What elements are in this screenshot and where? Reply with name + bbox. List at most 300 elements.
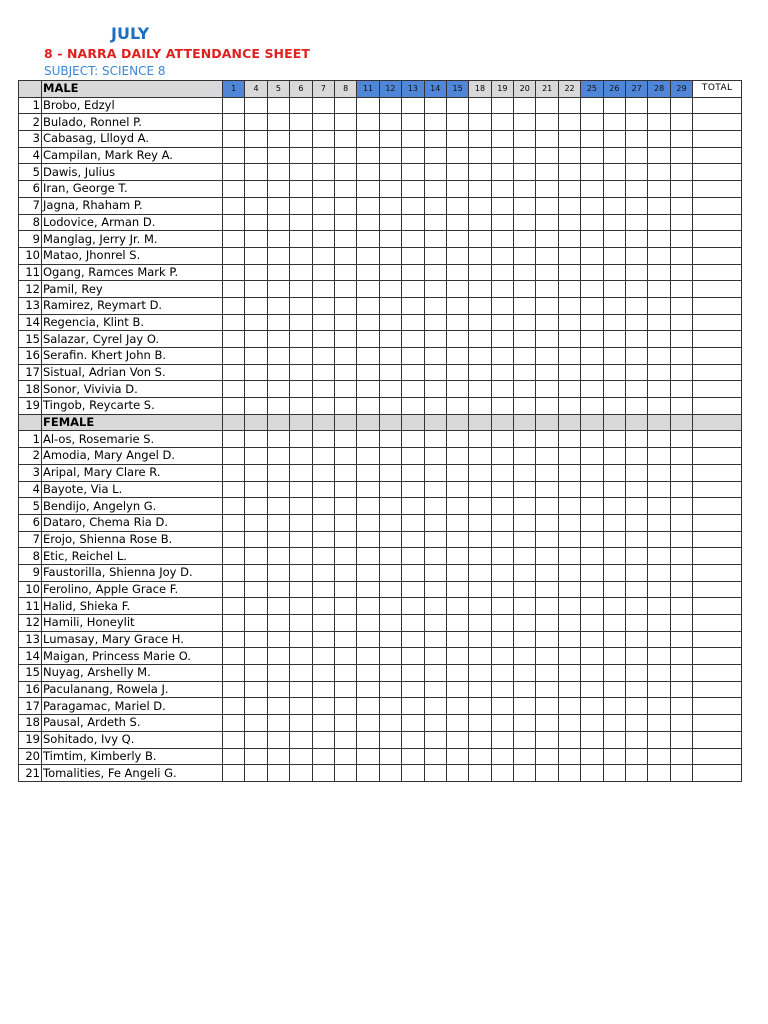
attendance-cell[interactable] bbox=[245, 147, 267, 164]
attendance-cell[interactable] bbox=[514, 698, 536, 715]
attendance-cell[interactable] bbox=[379, 731, 401, 748]
attendance-cell[interactable] bbox=[424, 581, 446, 598]
attendance-cell[interactable] bbox=[558, 264, 580, 281]
attendance-cell[interactable] bbox=[267, 448, 289, 465]
attendance-cell[interactable] bbox=[334, 247, 356, 264]
attendance-cell[interactable] bbox=[223, 731, 245, 748]
attendance-cell[interactable] bbox=[357, 147, 379, 164]
attendance-cell[interactable] bbox=[312, 247, 334, 264]
attendance-cell[interactable] bbox=[603, 464, 625, 481]
attendance-cell[interactable] bbox=[402, 147, 424, 164]
attendance-cell[interactable] bbox=[245, 715, 267, 732]
attendance-cell[interactable] bbox=[290, 615, 312, 632]
attendance-cell[interactable] bbox=[334, 531, 356, 548]
attendance-cell[interactable] bbox=[469, 765, 491, 782]
attendance-cell[interactable] bbox=[402, 114, 424, 131]
attendance-cell[interactable] bbox=[648, 548, 670, 565]
attendance-cell[interactable] bbox=[357, 765, 379, 782]
attendance-cell[interactable] bbox=[402, 631, 424, 648]
attendance-cell[interactable] bbox=[402, 364, 424, 381]
attendance-cell[interactable] bbox=[603, 164, 625, 181]
attendance-cell[interactable] bbox=[648, 464, 670, 481]
attendance-cell[interactable] bbox=[379, 448, 401, 465]
attendance-cell[interactable] bbox=[558, 131, 580, 148]
attendance-cell[interactable] bbox=[536, 297, 558, 314]
attendance-cell[interactable] bbox=[581, 598, 603, 615]
attendance-cell[interactable] bbox=[514, 464, 536, 481]
attendance-cell[interactable] bbox=[424, 615, 446, 632]
attendance-cell[interactable] bbox=[581, 247, 603, 264]
attendance-cell[interactable] bbox=[424, 531, 446, 548]
attendance-cell[interactable] bbox=[290, 97, 312, 114]
attendance-cell[interactable] bbox=[379, 431, 401, 448]
attendance-cell[interactable] bbox=[267, 281, 289, 298]
attendance-cell[interactable] bbox=[245, 665, 267, 682]
attendance-cell[interactable] bbox=[514, 197, 536, 214]
attendance-cell[interactable] bbox=[402, 514, 424, 531]
attendance-cell[interactable] bbox=[290, 314, 312, 331]
attendance-cell[interactable] bbox=[536, 698, 558, 715]
attendance-cell[interactable] bbox=[648, 731, 670, 748]
attendance-cell[interactable] bbox=[558, 598, 580, 615]
attendance-cell[interactable] bbox=[670, 615, 692, 632]
attendance-cell[interactable] bbox=[491, 381, 513, 398]
attendance-cell[interactable] bbox=[312, 197, 334, 214]
attendance-cell[interactable] bbox=[581, 514, 603, 531]
attendance-cell[interactable] bbox=[648, 615, 670, 632]
attendance-cell[interactable] bbox=[223, 331, 245, 348]
attendance-cell[interactable] bbox=[334, 548, 356, 565]
attendance-cell[interactable] bbox=[446, 197, 468, 214]
attendance-cell[interactable] bbox=[603, 564, 625, 581]
attendance-cell[interactable] bbox=[536, 464, 558, 481]
attendance-cell[interactable] bbox=[469, 314, 491, 331]
attendance-cell[interactable] bbox=[648, 698, 670, 715]
attendance-cell[interactable] bbox=[648, 481, 670, 498]
total-cell[interactable] bbox=[693, 197, 742, 214]
attendance-cell[interactable] bbox=[626, 665, 648, 682]
attendance-cell[interactable] bbox=[446, 765, 468, 782]
attendance-cell[interactable] bbox=[223, 348, 245, 365]
attendance-cell[interactable] bbox=[469, 247, 491, 264]
attendance-cell[interactable] bbox=[469, 164, 491, 181]
total-cell[interactable] bbox=[693, 498, 742, 515]
attendance-cell[interactable] bbox=[514, 364, 536, 381]
attendance-cell[interactable] bbox=[334, 97, 356, 114]
attendance-cell[interactable] bbox=[312, 498, 334, 515]
attendance-cell[interactable] bbox=[290, 364, 312, 381]
attendance-cell[interactable] bbox=[536, 564, 558, 581]
attendance-cell[interactable] bbox=[334, 398, 356, 415]
attendance-cell[interactable] bbox=[334, 448, 356, 465]
attendance-cell[interactable] bbox=[312, 348, 334, 365]
attendance-cell[interactable] bbox=[558, 498, 580, 515]
attendance-cell[interactable] bbox=[446, 131, 468, 148]
attendance-cell[interactable] bbox=[402, 698, 424, 715]
attendance-cell[interactable] bbox=[558, 364, 580, 381]
attendance-cell[interactable] bbox=[469, 715, 491, 732]
attendance-cell[interactable] bbox=[267, 498, 289, 515]
attendance-cell[interactable] bbox=[402, 297, 424, 314]
attendance-cell[interactable] bbox=[267, 698, 289, 715]
total-cell[interactable] bbox=[693, 681, 742, 698]
attendance-cell[interactable] bbox=[290, 131, 312, 148]
attendance-cell[interactable] bbox=[290, 431, 312, 448]
attendance-cell[interactable] bbox=[312, 698, 334, 715]
attendance-cell[interactable] bbox=[536, 114, 558, 131]
attendance-cell[interactable] bbox=[558, 564, 580, 581]
attendance-cell[interactable] bbox=[514, 448, 536, 465]
attendance-cell[interactable] bbox=[648, 381, 670, 398]
attendance-cell[interactable] bbox=[223, 715, 245, 732]
attendance-cell[interactable] bbox=[626, 314, 648, 331]
attendance-cell[interactable] bbox=[334, 231, 356, 248]
attendance-cell[interactable] bbox=[446, 181, 468, 198]
attendance-cell[interactable] bbox=[670, 114, 692, 131]
attendance-cell[interactable] bbox=[536, 431, 558, 448]
attendance-cell[interactable] bbox=[402, 381, 424, 398]
attendance-cell[interactable] bbox=[446, 231, 468, 248]
attendance-cell[interactable] bbox=[558, 681, 580, 698]
total-cell[interactable] bbox=[693, 548, 742, 565]
attendance-cell[interactable] bbox=[379, 381, 401, 398]
attendance-cell[interactable] bbox=[290, 398, 312, 415]
attendance-cell[interactable] bbox=[223, 598, 245, 615]
attendance-cell[interactable] bbox=[223, 631, 245, 648]
attendance-cell[interactable] bbox=[334, 715, 356, 732]
attendance-cell[interactable] bbox=[603, 398, 625, 415]
attendance-cell[interactable] bbox=[536, 748, 558, 765]
attendance-cell[interactable] bbox=[446, 631, 468, 648]
attendance-cell[interactable] bbox=[334, 381, 356, 398]
attendance-cell[interactable] bbox=[536, 681, 558, 698]
attendance-cell[interactable] bbox=[648, 598, 670, 615]
attendance-cell[interactable] bbox=[558, 348, 580, 365]
attendance-cell[interactable] bbox=[648, 715, 670, 732]
attendance-cell[interactable] bbox=[491, 97, 513, 114]
attendance-cell[interactable] bbox=[648, 314, 670, 331]
attendance-cell[interactable] bbox=[290, 331, 312, 348]
attendance-cell[interactable] bbox=[290, 698, 312, 715]
attendance-cell[interactable] bbox=[379, 481, 401, 498]
attendance-cell[interactable] bbox=[469, 731, 491, 748]
total-cell[interactable] bbox=[693, 164, 742, 181]
attendance-cell[interactable] bbox=[514, 514, 536, 531]
attendance-cell[interactable] bbox=[536, 665, 558, 682]
attendance-cell[interactable] bbox=[446, 715, 468, 732]
attendance-cell[interactable] bbox=[558, 314, 580, 331]
attendance-cell[interactable] bbox=[514, 231, 536, 248]
total-cell[interactable] bbox=[693, 631, 742, 648]
attendance-cell[interactable] bbox=[402, 665, 424, 682]
attendance-cell[interactable] bbox=[446, 281, 468, 298]
total-cell[interactable] bbox=[693, 564, 742, 581]
attendance-cell[interactable] bbox=[581, 498, 603, 515]
attendance-cell[interactable] bbox=[446, 97, 468, 114]
attendance-cell[interactable] bbox=[424, 498, 446, 515]
attendance-cell[interactable] bbox=[290, 481, 312, 498]
attendance-cell[interactable] bbox=[357, 264, 379, 281]
attendance-cell[interactable] bbox=[357, 598, 379, 615]
attendance-cell[interactable] bbox=[446, 364, 468, 381]
attendance-cell[interactable] bbox=[514, 481, 536, 498]
attendance-cell[interactable] bbox=[312, 214, 334, 231]
attendance-cell[interactable] bbox=[581, 97, 603, 114]
attendance-cell[interactable] bbox=[312, 731, 334, 748]
attendance-cell[interactable] bbox=[626, 264, 648, 281]
attendance-cell[interactable] bbox=[626, 214, 648, 231]
attendance-cell[interactable] bbox=[491, 464, 513, 481]
attendance-cell[interactable] bbox=[334, 765, 356, 782]
attendance-cell[interactable] bbox=[402, 498, 424, 515]
attendance-cell[interactable] bbox=[469, 531, 491, 548]
attendance-cell[interactable] bbox=[446, 247, 468, 264]
attendance-cell[interactable] bbox=[379, 281, 401, 298]
attendance-cell[interactable] bbox=[670, 498, 692, 515]
attendance-cell[interactable] bbox=[446, 297, 468, 314]
attendance-cell[interactable] bbox=[245, 615, 267, 632]
attendance-cell[interactable] bbox=[514, 531, 536, 548]
attendance-cell[interactable] bbox=[290, 164, 312, 181]
attendance-cell[interactable] bbox=[245, 164, 267, 181]
attendance-cell[interactable] bbox=[514, 281, 536, 298]
attendance-cell[interactable] bbox=[491, 598, 513, 615]
attendance-cell[interactable] bbox=[491, 147, 513, 164]
attendance-cell[interactable] bbox=[514, 181, 536, 198]
attendance-cell[interactable] bbox=[223, 247, 245, 264]
attendance-cell[interactable] bbox=[491, 264, 513, 281]
attendance-cell[interactable] bbox=[424, 431, 446, 448]
attendance-cell[interactable] bbox=[558, 665, 580, 682]
attendance-cell[interactable] bbox=[536, 715, 558, 732]
attendance-cell[interactable] bbox=[558, 114, 580, 131]
total-cell[interactable] bbox=[693, 264, 742, 281]
attendance-cell[interactable] bbox=[514, 264, 536, 281]
attendance-cell[interactable] bbox=[626, 448, 648, 465]
attendance-cell[interactable] bbox=[514, 581, 536, 598]
attendance-cell[interactable] bbox=[379, 464, 401, 481]
attendance-cell[interactable] bbox=[402, 548, 424, 565]
attendance-cell[interactable] bbox=[469, 131, 491, 148]
attendance-cell[interactable] bbox=[491, 231, 513, 248]
attendance-cell[interactable] bbox=[267, 715, 289, 732]
attendance-cell[interactable] bbox=[402, 564, 424, 581]
attendance-cell[interactable] bbox=[290, 748, 312, 765]
attendance-cell[interactable] bbox=[312, 364, 334, 381]
attendance-cell[interactable] bbox=[379, 548, 401, 565]
attendance-cell[interactable] bbox=[357, 164, 379, 181]
attendance-cell[interactable] bbox=[626, 114, 648, 131]
attendance-cell[interactable] bbox=[670, 181, 692, 198]
attendance-cell[interactable] bbox=[536, 615, 558, 632]
attendance-cell[interactable] bbox=[469, 748, 491, 765]
attendance-cell[interactable] bbox=[626, 548, 648, 565]
attendance-cell[interactable] bbox=[670, 548, 692, 565]
attendance-cell[interactable] bbox=[424, 631, 446, 648]
attendance-cell[interactable] bbox=[312, 598, 334, 615]
attendance-cell[interactable] bbox=[536, 548, 558, 565]
attendance-cell[interactable] bbox=[223, 514, 245, 531]
attendance-cell[interactable] bbox=[357, 314, 379, 331]
attendance-cell[interactable] bbox=[514, 681, 536, 698]
attendance-cell[interactable] bbox=[357, 114, 379, 131]
attendance-cell[interactable] bbox=[223, 765, 245, 782]
attendance-cell[interactable] bbox=[469, 464, 491, 481]
attendance-cell[interactable] bbox=[334, 214, 356, 231]
attendance-cell[interactable] bbox=[424, 181, 446, 198]
attendance-cell[interactable] bbox=[402, 448, 424, 465]
attendance-cell[interactable] bbox=[558, 698, 580, 715]
attendance-cell[interactable] bbox=[581, 731, 603, 748]
attendance-cell[interactable] bbox=[536, 481, 558, 498]
attendance-cell[interactable] bbox=[245, 564, 267, 581]
attendance-cell[interactable] bbox=[469, 281, 491, 298]
attendance-cell[interactable] bbox=[536, 147, 558, 164]
attendance-cell[interactable] bbox=[424, 131, 446, 148]
total-cell[interactable] bbox=[693, 97, 742, 114]
attendance-cell[interactable] bbox=[648, 97, 670, 114]
attendance-cell[interactable] bbox=[379, 715, 401, 732]
attendance-cell[interactable] bbox=[334, 314, 356, 331]
attendance-cell[interactable] bbox=[648, 498, 670, 515]
attendance-cell[interactable] bbox=[267, 615, 289, 632]
attendance-cell[interactable] bbox=[446, 398, 468, 415]
attendance-cell[interactable] bbox=[334, 331, 356, 348]
attendance-cell[interactable] bbox=[290, 564, 312, 581]
attendance-cell[interactable] bbox=[245, 531, 267, 548]
attendance-cell[interactable] bbox=[357, 681, 379, 698]
attendance-cell[interactable] bbox=[334, 731, 356, 748]
attendance-cell[interactable] bbox=[581, 164, 603, 181]
attendance-cell[interactable] bbox=[491, 481, 513, 498]
total-cell[interactable] bbox=[693, 531, 742, 548]
attendance-cell[interactable] bbox=[424, 765, 446, 782]
attendance-cell[interactable] bbox=[424, 114, 446, 131]
attendance-cell[interactable] bbox=[245, 281, 267, 298]
attendance-cell[interactable] bbox=[670, 715, 692, 732]
attendance-cell[interactable] bbox=[334, 131, 356, 148]
attendance-cell[interactable] bbox=[536, 448, 558, 465]
attendance-cell[interactable] bbox=[670, 464, 692, 481]
attendance-cell[interactable] bbox=[402, 197, 424, 214]
attendance-cell[interactable] bbox=[379, 398, 401, 415]
attendance-cell[interactable] bbox=[626, 698, 648, 715]
attendance-cell[interactable] bbox=[626, 514, 648, 531]
attendance-cell[interactable] bbox=[469, 581, 491, 598]
attendance-cell[interactable] bbox=[402, 214, 424, 231]
attendance-cell[interactable] bbox=[491, 348, 513, 365]
attendance-cell[interactable] bbox=[626, 615, 648, 632]
attendance-cell[interactable] bbox=[670, 147, 692, 164]
attendance-cell[interactable] bbox=[558, 648, 580, 665]
attendance-cell[interactable] bbox=[536, 264, 558, 281]
attendance-cell[interactable] bbox=[536, 331, 558, 348]
attendance-cell[interactable] bbox=[223, 131, 245, 148]
attendance-cell[interactable] bbox=[603, 715, 625, 732]
attendance-cell[interactable] bbox=[603, 698, 625, 715]
attendance-cell[interactable] bbox=[357, 581, 379, 598]
attendance-cell[interactable] bbox=[491, 765, 513, 782]
attendance-cell[interactable] bbox=[648, 131, 670, 148]
attendance-cell[interactable] bbox=[402, 131, 424, 148]
total-cell[interactable] bbox=[693, 131, 742, 148]
attendance-cell[interactable] bbox=[670, 247, 692, 264]
attendance-cell[interactable] bbox=[491, 681, 513, 698]
attendance-cell[interactable] bbox=[491, 364, 513, 381]
attendance-cell[interactable] bbox=[267, 247, 289, 264]
attendance-cell[interactable] bbox=[312, 97, 334, 114]
total-cell[interactable] bbox=[693, 297, 742, 314]
attendance-cell[interactable] bbox=[334, 264, 356, 281]
attendance-cell[interactable] bbox=[267, 564, 289, 581]
attendance-cell[interactable] bbox=[245, 214, 267, 231]
attendance-cell[interactable] bbox=[581, 348, 603, 365]
attendance-cell[interactable] bbox=[648, 564, 670, 581]
attendance-cell[interactable] bbox=[603, 231, 625, 248]
attendance-cell[interactable] bbox=[245, 431, 267, 448]
attendance-cell[interactable] bbox=[379, 348, 401, 365]
attendance-cell[interactable] bbox=[626, 381, 648, 398]
attendance-cell[interactable] bbox=[581, 681, 603, 698]
attendance-cell[interactable] bbox=[536, 231, 558, 248]
attendance-cell[interactable] bbox=[648, 514, 670, 531]
attendance-cell[interactable] bbox=[446, 548, 468, 565]
attendance-cell[interactable] bbox=[446, 531, 468, 548]
attendance-cell[interactable] bbox=[603, 381, 625, 398]
attendance-cell[interactable] bbox=[446, 431, 468, 448]
attendance-cell[interactable] bbox=[312, 581, 334, 598]
attendance-cell[interactable] bbox=[581, 548, 603, 565]
attendance-cell[interactable] bbox=[245, 364, 267, 381]
attendance-cell[interactable] bbox=[603, 598, 625, 615]
attendance-cell[interactable] bbox=[223, 681, 245, 698]
attendance-cell[interactable] bbox=[558, 615, 580, 632]
attendance-cell[interactable] bbox=[290, 498, 312, 515]
attendance-cell[interactable] bbox=[558, 531, 580, 548]
attendance-cell[interactable] bbox=[334, 498, 356, 515]
attendance-cell[interactable] bbox=[581, 698, 603, 715]
attendance-cell[interactable] bbox=[558, 281, 580, 298]
total-cell[interactable] bbox=[693, 147, 742, 164]
attendance-cell[interactable] bbox=[603, 748, 625, 765]
attendance-cell[interactable] bbox=[581, 564, 603, 581]
total-cell[interactable] bbox=[693, 231, 742, 248]
attendance-cell[interactable] bbox=[670, 197, 692, 214]
attendance-cell[interactable] bbox=[334, 464, 356, 481]
attendance-cell[interactable] bbox=[536, 648, 558, 665]
attendance-cell[interactable] bbox=[334, 431, 356, 448]
attendance-cell[interactable] bbox=[536, 314, 558, 331]
attendance-cell[interactable] bbox=[334, 564, 356, 581]
attendance-cell[interactable] bbox=[558, 147, 580, 164]
attendance-cell[interactable] bbox=[670, 731, 692, 748]
attendance-cell[interactable] bbox=[402, 281, 424, 298]
attendance-cell[interactable] bbox=[267, 297, 289, 314]
attendance-cell[interactable] bbox=[446, 147, 468, 164]
attendance-cell[interactable] bbox=[357, 631, 379, 648]
attendance-cell[interactable] bbox=[290, 681, 312, 698]
attendance-cell[interactable] bbox=[245, 97, 267, 114]
attendance-cell[interactable] bbox=[603, 481, 625, 498]
attendance-cell[interactable] bbox=[223, 214, 245, 231]
attendance-cell[interactable] bbox=[267, 197, 289, 214]
attendance-cell[interactable] bbox=[603, 665, 625, 682]
attendance-cell[interactable] bbox=[312, 331, 334, 348]
attendance-cell[interactable] bbox=[312, 431, 334, 448]
attendance-cell[interactable] bbox=[357, 481, 379, 498]
attendance-cell[interactable] bbox=[357, 648, 379, 665]
attendance-cell[interactable] bbox=[581, 197, 603, 214]
